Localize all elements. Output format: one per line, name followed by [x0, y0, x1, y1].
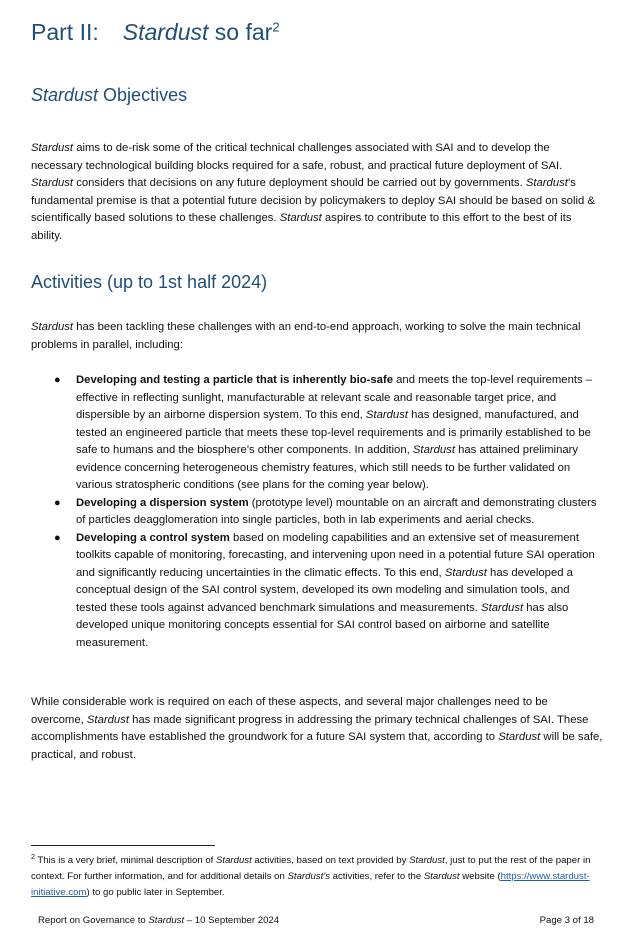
list-item: ● Developing a dispersion system (prototype level) mountable on an aircraft and demonstrating clusters of particles deagglomeration into single particles, both in lab experiments and aerial checks.	[54, 496, 597, 526]
title-italic: Stardust	[122, 19, 209, 45]
website-link[interactable]: https://www.stardust-initiative.com	[31, 871, 590, 898]
activities-heading: Activities (up to 1st half 2024)	[31, 272, 268, 292]
footer-report-title: Report on Governance to Stardust – 10 September 2024	[38, 915, 280, 926]
footnote-number: 2	[31, 853, 35, 861]
title-rest: so far	[208, 19, 273, 45]
part-title	[31, 19, 280, 46]
activities-intro-paragraph: Stardust has been tackling these challenges with an end-to-end approach, working to solve the main technical problems in parallel, including:	[31, 321, 581, 351]
footnote: $^2$ This is a very brief, minimal description of Stardust activities, based on text provided by Stardust, just to put the rest of the paper in context. For further information, and for additional details on Stardust’s activities, refer to the Stardust website (https://www.stardust-initiative.com) to go public later in September.	[31, 853, 591, 898]
list-item: ● Developing a control system based on modeling capabilities and an extensive set of measurement toolkits capable of monitoring, forecasting, and intervening upon need in a potential future SAI operation and significantly reducing uncertainties in the climatic effects. To this end, Stardust has developed a conceptual design of the SAI control system, developed its own modeling and simulation tools, and tested these tools against advanced benchmark simulations and measurements. Stardust has also developed unique monitoring concepts essential for SAI control based on airborne and satellite measurement.	[54, 531, 595, 649]
footnote-reference[interactable]: 2	[272, 19, 280, 35]
part-number: Part II:	[31, 19, 99, 45]
bullet-icon: ●	[54, 531, 61, 544]
bullet-icon: ●	[54, 496, 61, 509]
list-item: ● Developing and testing a particle that is inherently bio-safe and meets the top-level requirements – effective in reflecting sunlight, manufacturable at relevant scale and reasonable target price, and dispersible by an airborne dispersion system. To this end, Stardust has designed, manufactured, and tested an engineered particle that meets these top-level requirements and is primarily established to be safe to humans and the biosphere's other components. In addition, Stardust has attained preliminary evidence concerning heterogeneous chemistry features, which still needs to be further validated on various stratospheric conditions (see plans for the coming year below).	[54, 374, 593, 491]
objectives-heading: Stardust Objectives	[31, 85, 188, 105]
bullet-icon: ●	[54, 374, 61, 386]
conclusion-paragraph: While considerable work is required on each of these aspects, and several major challenges need to be overcome, Stardust has made significant progress in addressing the primary technical challenges of SAI. These accomplishments have established the groundwork for a future SAI system that, according to Stardust will be safe, practical, and robust.	[31, 696, 603, 761]
activities-list	[31, 372, 603, 652]
objectives-paragraph: Stardust aims to de-risk some of the critical technical challenges associated with SAI and to develop the necessary technological building blocks required for a safe, robust, and practical future deployment of SAI. Stardust considers that decisions on any future deployment should be carried out by governments. Stardust’s fundamental premise is that a potential future decision by policymakers to deploy SAI should be based on solid & scientifically based solutions to these challenges. Stardust aspires to contribute to this effort to the best of its ability.	[31, 142, 595, 242]
footnote-divider	[31, 845, 215, 846]
page-number: Page 3 of 18	[539, 915, 594, 926]
